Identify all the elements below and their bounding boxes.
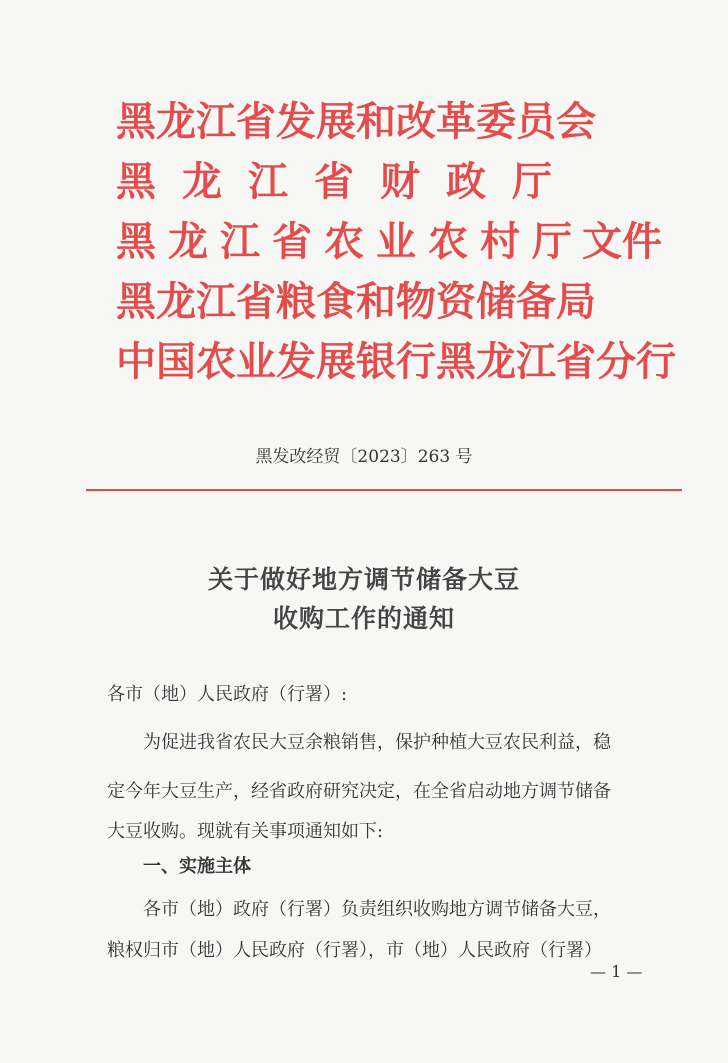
paragraph-1-line-3: 大豆收购。现就有关事项通知如下: (107, 821, 384, 842)
paragraph-1-line-1: 为促进我省农民大豆余粮销售，保护种植大豆农民利益，稳 (143, 732, 611, 753)
title-line-2: 收购工作的通知 (272, 604, 455, 633)
issuer-line-5: 中国农业发展银行黑龙江省分行 (116, 338, 676, 385)
paragraph-2-line-2: 粮权归市（地）人民政府（行署），市（地）人民政府（行署） (107, 940, 602, 961)
salutation: 各市（地）人民政府（行署）: (107, 684, 348, 705)
page-number: — 1 — (590, 962, 643, 981)
paragraph-2-line-1: 各市（地）政府（行署）负责组织收购地方调节储备大豆， (143, 899, 611, 920)
section-heading-1: 一、实施主体 (143, 856, 251, 877)
issuer-line-1: 黑龙江省发展和改革委员会 (116, 98, 596, 145)
issuer-line-4: 黑龙江省粮食和物资储备局 (116, 278, 596, 325)
title-line-1: 关于做好地方调节储备大豆 (207, 565, 520, 594)
doc-type-label: 文件 (582, 218, 662, 265)
document-number: 黑发改经贸〔2023〕263 号 (255, 447, 473, 467)
paragraph-1-line-2: 定今年大豆生产，经省政府研究决定，在全省启动地方调节储备 (107, 781, 611, 802)
issuer-line-3: 黑龙江省农业农村厅 (116, 218, 584, 265)
red-divider (86, 489, 682, 491)
issuer-line-2: 黑龙江省财政厅 (116, 158, 578, 205)
